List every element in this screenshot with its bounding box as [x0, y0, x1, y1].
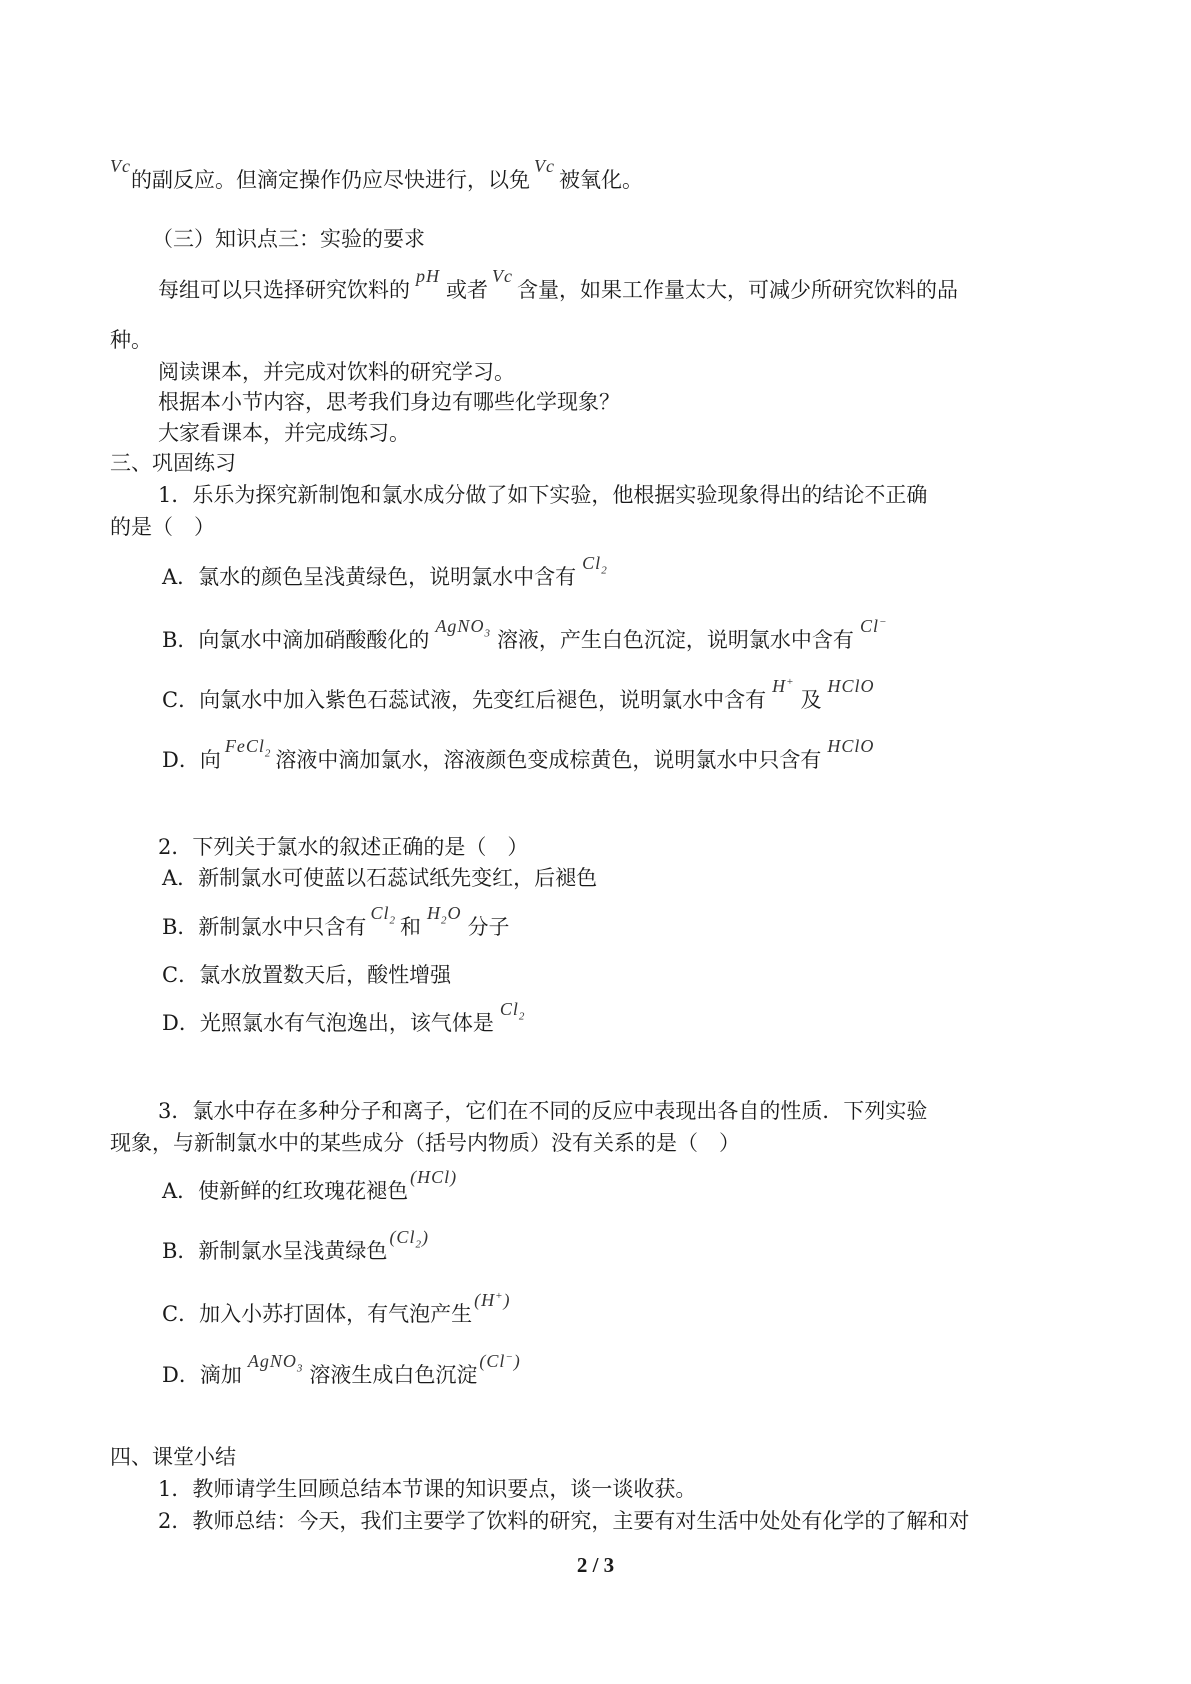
question-2: 2．下列关于氯水的叙述正确的是（ ） [158, 835, 529, 859]
formula-vc: Vc [110, 156, 131, 176]
option-b: B．新制氯水中只含有$Cl_2$ 和$H_2O$分子 [162, 903, 510, 939]
question-3: 3．氯水中存在多种分子和离子，它们在不同的反应中表现出各自的性质．下列实验 [158, 1099, 928, 1123]
formula-cl2: $Cl_2$ [582, 553, 608, 577]
section-heading: 四、课堂小结 [110, 1445, 236, 1469]
formula-fecl2: FeCl$_2$ [224, 736, 272, 760]
text-line: 根据本小节内容，思考我们身边有哪些化学现象？ [158, 390, 620, 414]
formula-cl-ion: (Cl−) [479, 1351, 521, 1371]
text-line: 的是（ ） [110, 515, 215, 539]
question-1: 1．乐乐为探究新制饱和氯水成分做了如下实验，他根据实验现象得出的结论不正确 [158, 483, 928, 507]
option-c: C．向氯水中加入紫色石蕊试液，先变红后褪色，说明氯水中含有H+及HClO [162, 676, 875, 712]
knowledge-point-heading: （三）知识点三：实验的要求 [152, 227, 425, 251]
formula-hclo: HClO [827, 736, 875, 756]
formula-vc: Vc [533, 156, 555, 176]
option-d: D．向FeCl$_2$ 溶液中滴加氯水，溶液颜色变成棕黄色，说明氯水中只含有HClO [162, 736, 875, 772]
text-line: 2．教师总结：今天，我们主要学了饮料的研究，主要有对生活中处处有化学的了解和对 [158, 1509, 970, 1533]
formula-h2o: $H_2O$ [426, 903, 462, 927]
formula-cl2: $Cl_2$ [370, 903, 396, 927]
text-line: 种。 [110, 328, 152, 352]
option-b: B．新制氯水呈浅黄绿色$(Cl_2)$ [162, 1227, 429, 1263]
formula-ph: pH [416, 266, 440, 286]
formula-h-ion: H+ [772, 676, 795, 696]
formula-cl2: $(Cl_2)$ [389, 1227, 429, 1251]
formula-cl-ion: Cl− [859, 616, 888, 636]
formula-cl2: $Cl_2$ [499, 999, 526, 1023]
page-number: 2 / 3 [576, 1553, 615, 1577]
formula-agno3: AgNO$_3$ [435, 616, 491, 640]
option-d: D．滴加AgNO$_3$ 溶液生成白色沉淀(Cl−) [162, 1351, 521, 1387]
option-c: C．氯水放置数天后，酸性增强 [162, 963, 452, 987]
text-line: 阅读课本，并完成对饮料的研究学习。 [158, 360, 515, 384]
option-c: C．加入小苏打固体，有气泡产生(H+) [162, 1290, 511, 1326]
option-a: A．使新鲜的红玫瑰花褪色(HCl) [162, 1167, 458, 1203]
option-b: B．向氯水中滴加硝酸酸化的AgNO$_3$ 溶液，产生白色沉淀，说明氯水中含有Cl− [162, 616, 888, 652]
text-line: 大家看课本，并完成练习。 [158, 421, 410, 445]
option-a: A．氯水的颜色呈浅黄绿色，说明氯水中含有$Cl_2$ [162, 553, 608, 589]
text-line: 每组可以只选择研究饮料的pH或者Vc含量，如果工作量太大，可减少所研究饮料的品 [158, 266, 958, 302]
formula-agno3: AgNO$_3$ [247, 1351, 304, 1375]
text-line: Vc的副反应。但滴定操作仍应尽快进行，以免Vc被氧化。 [110, 156, 643, 192]
text-line: 现象，与新制氯水中的某些成分（括号内物质）没有关系的是（ ） [110, 1131, 740, 1155]
option-d: D．光照氯水有气泡逸出，该气体是$Cl_2$ [162, 999, 526, 1035]
formula-vc: Vc [492, 266, 513, 286]
option-a: A．新制氯水可使蓝以石蕊试纸先变红，后褪色 [162, 866, 598, 890]
formula-hclo: HClO [827, 676, 875, 696]
text-line: 1．教师请学生回顾总结本节课的知识要点，谈一谈收获。 [158, 1477, 697, 1501]
formula-h-ion: (H+) [474, 1290, 511, 1310]
section-heading: 三、巩固练习 [110, 451, 236, 475]
formula-hcl: (HCl) [410, 1167, 458, 1187]
